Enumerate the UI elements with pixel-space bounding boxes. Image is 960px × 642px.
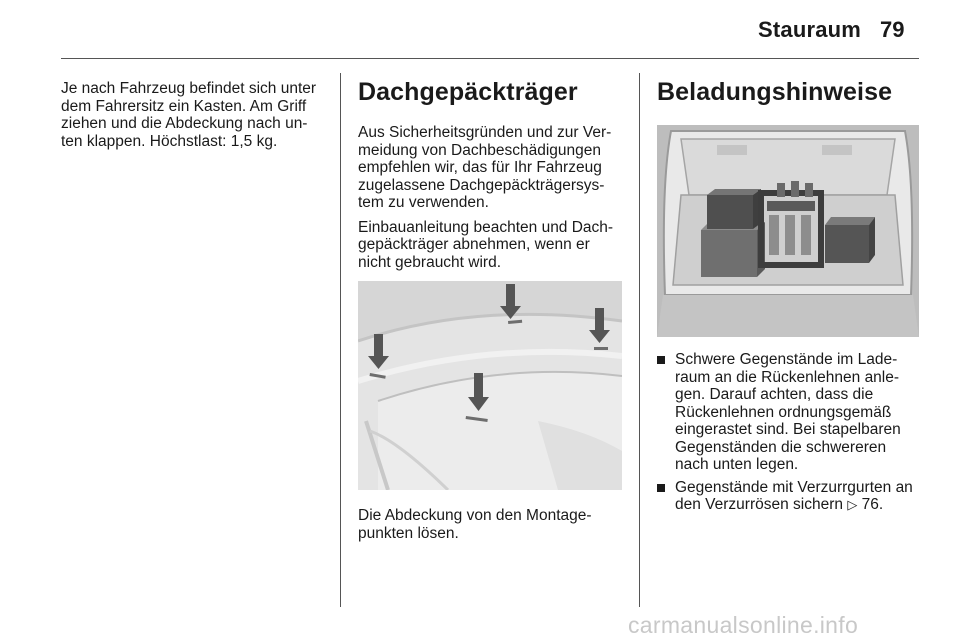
bullet-square-icon (657, 356, 665, 364)
watermark: carmanualsonline.info (628, 612, 859, 638)
box-right (825, 217, 875, 263)
section-heading-loading: Beladungshinweise (657, 78, 893, 106)
list-item: Schwere Gegenstände im Lade- raum an die Rückenlehnen anle- gen. Darauf achten, dass die Rückenlehnen ordnungsgemäß eingerastet sind. Bei stapelbaren Gegenständen die schwereren nach unten legen. (657, 351, 927, 474)
roof-rack-paragraph-1: Aus Sicherheitsgründen und zur Ver- meidung von Dachbeschädigungen empfehlen wir, das für Ihr Fahrzeug zugelassene Dachgepäckträgersys- tem zu verwenden. (358, 124, 612, 211)
trunk-loading-figure (657, 125, 919, 337)
column-3 (657, 78, 922, 107)
trunk-illustration (657, 125, 919, 337)
column-divider-2 (639, 73, 640, 607)
page-number: 79 (880, 17, 905, 42)
loading-bullet-list-block (657, 351, 927, 519)
running-header-title: Stauraum (758, 17, 862, 42)
roof-illustration (358, 281, 622, 490)
column-1-paragraph: Je nach Fahrzeug befindet sich unter dem Fahrersitz ein Kasten. Am Griff ziehen und die Abdeckung nach un- ten klappen. Höchstlast: 1,5 kg. (61, 80, 317, 150)
page-reference-arrow-icon[interactable]: ▷ (847, 497, 858, 512)
box-stack-left (701, 189, 765, 277)
bullet-square-icon (657, 484, 665, 492)
column-divider-1 (340, 73, 341, 607)
list-item: Gegenstände mit Verzurrgurten an den Verzurrösen sichern ▷ 76. (657, 479, 927, 514)
section-heading-roof-rack: Dachgepäckträger (358, 78, 578, 106)
column-2 (358, 78, 624, 271)
column-1 (61, 80, 331, 150)
roof-rack-paragraph-2: Einbauanleitung beachten und Dach- gepäckträger abnehmen, wenn er nicht gebraucht wird. (358, 218, 614, 271)
loading-bullet-list (657, 351, 927, 514)
roof-mounting-points-figure (358, 281, 622, 490)
header-rule (61, 58, 919, 59)
figure-caption-block (358, 507, 624, 542)
page-reference-link[interactable]: 76. (861, 496, 884, 513)
roof-figure-caption: Die Abdeckung von den Montage- punkten lösen. (358, 507, 592, 542)
